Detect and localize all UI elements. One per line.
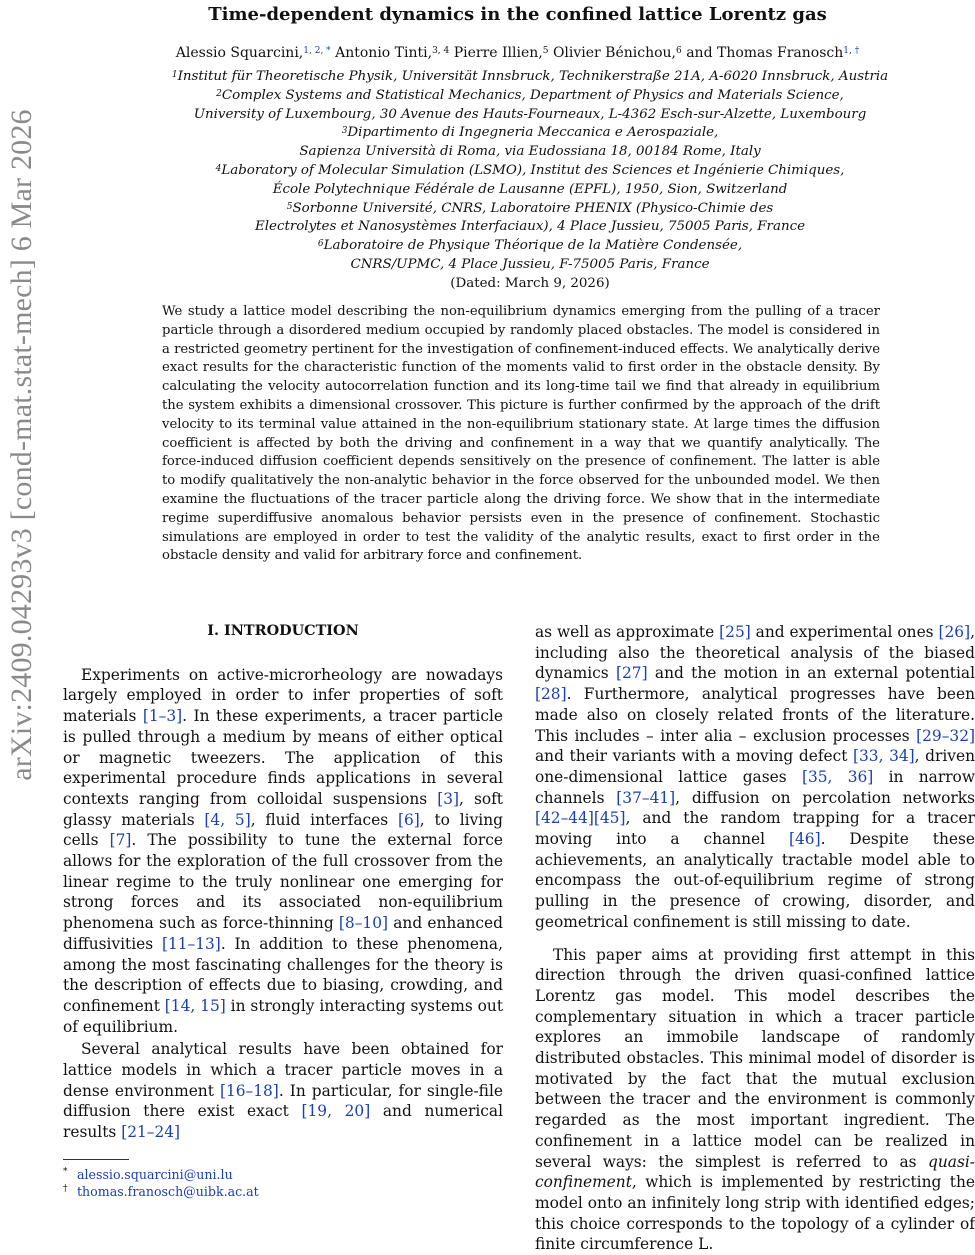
citation-link[interactable]: [26] xyxy=(938,623,971,641)
author-list xyxy=(80,44,955,62)
affiliation-text: Complex Systems and Statistical Mechanics, Department of Physics and Materials Science, xyxy=(221,87,844,103)
left-column xyxy=(63,621,503,1143)
paragraph: This paper aims at providing first attempt in this direction through the driven quasi-confined lattice Lorentz gas model. This model describes the complementary situation in which a tracer particle explores an immobile landscape of randomly distributed obstacles. This minimal model of disorder is motivated by the fact that the mutual exclusion between the tracer and the environment is commonly regarded as the most important ingredient. The confinement in a lattice model can be realized in several ways: the simplest is referred to as quasi-confinement, which is implemented by restricting the model onto an infinitely long strip with identified edges; this choice corresponds to the topology of a cylinder of finite circumference L. xyxy=(535,945,975,1254)
footnote xyxy=(63,1183,259,1200)
paragraph: Experiments on active-microrheology are nowadays largely employed in order to infer properties of soft materials [1–3]. In these experiments, a tracer particle is pulled through a medium by means of either optical or magnetic tweezers. The application of this experimental procedure finds applications in several contexts ranging from colloidal suspensions [3], soft glassy materials [4, 5], fluid interfaces [6], to living cells [7]. The possibility to tune the external force allows for the exploration of the full crossover from the linear regime to the truly nonlinear one emerging for strong forces and its associated non-equilibrium phenomena such as force-thinning [8–10] and enhanced diffusivities [11–13]. In addition to these phenomena, among the most fascinating challenges for the theory is the description of effects due to biasing, crowding, and confinement [14, 15] in strongly interacting systems out of equilibrium. xyxy=(63,665,504,1036)
affiliation-text: Institut für Theoretische Physik, Universität Innsbruck, Technikerstraße 21A, A-6020 Innsbruck, Austria xyxy=(177,69,889,84)
author-name: Antonio Tinti, xyxy=(335,45,433,61)
citation-link[interactable]: [33, 34] xyxy=(853,747,915,766)
citation-link[interactable]: [19, 20] xyxy=(301,1102,371,1121)
affiliation-line: Sapienza Università di Roma, via Eudossiana 18, 00184 Rome, Italy xyxy=(299,144,761,160)
footnote-rule xyxy=(63,1159,129,1160)
affiliation-number: 4 xyxy=(215,163,222,174)
citation-link[interactable]: [16–18] xyxy=(219,1081,279,1100)
citation-link[interactable]: [27] xyxy=(616,664,648,683)
citation-link[interactable]: [4, 5] xyxy=(204,810,251,829)
citation-link[interactable]: [14, 15] xyxy=(164,996,226,1015)
affiliation-line: University of Luxembourg, 30 Avenue des Hauts-Fourneaux, L-4362 Esch-sur-Alzette, Luxembourg xyxy=(193,106,867,122)
citation-link[interactable]: [25] xyxy=(719,623,751,641)
right-column xyxy=(535,622,975,1255)
affiliation-number: 6 xyxy=(317,239,324,250)
affiliations xyxy=(95,68,965,294)
section-heading: I. INTRODUCTION xyxy=(207,622,359,639)
citation-link[interactable]: [37–41] xyxy=(616,788,676,807)
citation-link[interactable]: [7] xyxy=(109,831,132,850)
affiliation-number: 2 xyxy=(216,88,222,99)
affiliation-text: Sorbonne Université, CNRS, Laboratoire PHENIX (Physico-Chimie des xyxy=(292,200,774,216)
affiliation-number: 5 xyxy=(286,201,293,212)
citation-link[interactable]: [29–32] xyxy=(916,726,975,745)
affiliation-line xyxy=(95,124,965,143)
author-name: Olivier Bénichou, xyxy=(552,45,677,61)
affiliation-line: CNRS/UPMC, 4 Place Jussieu, F-75005 Paris, France xyxy=(350,256,710,272)
affiliation-number: 3 xyxy=(341,126,348,137)
affiliation-text: Laboratoire de Physique Théorique de la Matière Condensée, xyxy=(323,238,743,254)
paragraph: Several analytical results have been obtained for lattice models in which a tracer particle moves in a dense environment [16–18]. In particular, for single-file diffusion there exist exact [19, 20] and numerical results [21–24] xyxy=(63,1040,503,1142)
author-name: Pierre Illien, xyxy=(453,45,543,61)
citation-link[interactable]: [6] xyxy=(397,810,420,829)
arxiv-identifier xyxy=(2,109,42,781)
affiliation-line xyxy=(95,87,965,106)
affiliation-line xyxy=(95,200,965,219)
citation-link[interactable]: [46] xyxy=(789,830,821,849)
citation-link[interactable]: [28] xyxy=(535,685,567,704)
email-link[interactable]: alessio.squarcini@uni.lu xyxy=(77,1167,233,1182)
affiliation-line: École Polytechnique Fédérale de Lausanne (EPFL), 1950, Sion, Switzerland xyxy=(272,181,788,197)
date-line: (Dated: March 9, 2026) xyxy=(450,275,610,291)
affiliation-line xyxy=(95,68,965,87)
citation-link[interactable]: [1–3] xyxy=(142,707,183,726)
footnote xyxy=(63,1166,233,1183)
emphasis: quasi-confinement xyxy=(535,1152,975,1192)
author-name: and Thomas Franosch xyxy=(686,45,844,61)
affiliation-number: 1 xyxy=(171,70,178,80)
author-affiliation-marks[interactable]: 1, † xyxy=(843,46,860,56)
author-affiliation-marks[interactable]: 1, 2, * xyxy=(303,46,331,56)
affiliation-line xyxy=(95,162,965,181)
paragraph: as well as approximate [25] and experimental ones [26], including also the theoretical analysis of the biased dynamics [27] and the motion in an external potential [28]. Furthermore, analytical progresses have been made also on closely related fronts of the literature. This includes – inter alia – exclusion processes [29–32] and their variants with a moving defect [33, 34], driven one-dimensional lattice gases [35, 36] in narrow channels [37–41], diffusion on percolation networks [42–44][45], and the random trapping for a tracer moving into a channel [46]. Despite these achievements, an analytically tractable model able to encompass the out-of-equilibrium regime of strong pulling in the presence of crowing, disorder, and geometrical confinement is still missing to date. xyxy=(535,623,975,931)
author-affiliation-marks: 5 xyxy=(542,46,549,56)
arxiv-stamp-text: arXiv:2409.04293v3 [cond-mat.stat-mech] 6 Mar 2026 xyxy=(5,109,38,781)
citation-link[interactable]: [35, 36] xyxy=(801,767,874,786)
footnote-mark: † xyxy=(63,1184,68,1194)
affiliation-line: Electrolytes et Nanosystèmes Interfaciaux), 4 Place Jussieu, 75005 Paris, France xyxy=(254,219,805,235)
citation-link[interactable]: [3] xyxy=(437,789,460,808)
affiliation-text: Dipartimento di Ingegneria Meccanica e Aerospaziale, xyxy=(347,125,719,141)
citation-link[interactable]: [21–24] xyxy=(121,1123,181,1142)
author-affiliation-marks: 3, 4 xyxy=(432,46,450,56)
abstract: We study a lattice model describing the non-equilibrium dynamics emerging from the pulling of a tracer particle through a disordered medium occupied by randomly placed obstacles. The model is considered in a restricted geometry pertinent for the investigation of confinement-induced effects. We analytically derive exact results for the characteristic function of the moments valid to first order in the obstacle density. By calculating the velocity autocorrelation function and its long-time tail we find that already in equilibrium the system exhibits a dimensional crossover. This picture is further confirmed by the approach of the drift velocity to its terminal value attained in the non-equilibrium stationary state. At large times the diffusion coefficient is affected by both the driving and confinement in a way that we quantify analytically. The force-induced diffusion coefficient depends sensitively on the presence of confinement. The latter is able to modify qualitatively the non-analytic behavior in the force observed for the unbounded model. We then examine the fluctuations of the tracer particle along the driving force. We show that in the intermediate regime superdiffusive anomalous behavior persists even in the presence of confinement. Stochastic simulations are employed in order to test the validity of the analytic results, exact to first order in the obstacle density and valid for arbitrary force and confinement. xyxy=(162,304,880,564)
paper-title: Time-dependent dynamics in the confined lattice Lorentz gas xyxy=(208,4,827,25)
citation-link[interactable]: [8–10] xyxy=(338,914,389,933)
footnote-mark: * xyxy=(63,1167,68,1177)
citation-link[interactable]: [11–13] xyxy=(161,934,221,953)
affiliation-line xyxy=(95,237,965,256)
citation-link[interactable]: [42–44][45] xyxy=(535,809,626,828)
email-link[interactable]: thomas.franosch@uibk.ac.at xyxy=(77,1184,259,1199)
affiliation-text: Laboratory of Molecular Simulation (LSMO), Institut des Sciences et Ingénierie Chimiques, xyxy=(221,162,845,178)
author-affiliation-marks: 6 xyxy=(676,46,682,56)
author-name: Alessio Squarcini, xyxy=(175,45,304,61)
